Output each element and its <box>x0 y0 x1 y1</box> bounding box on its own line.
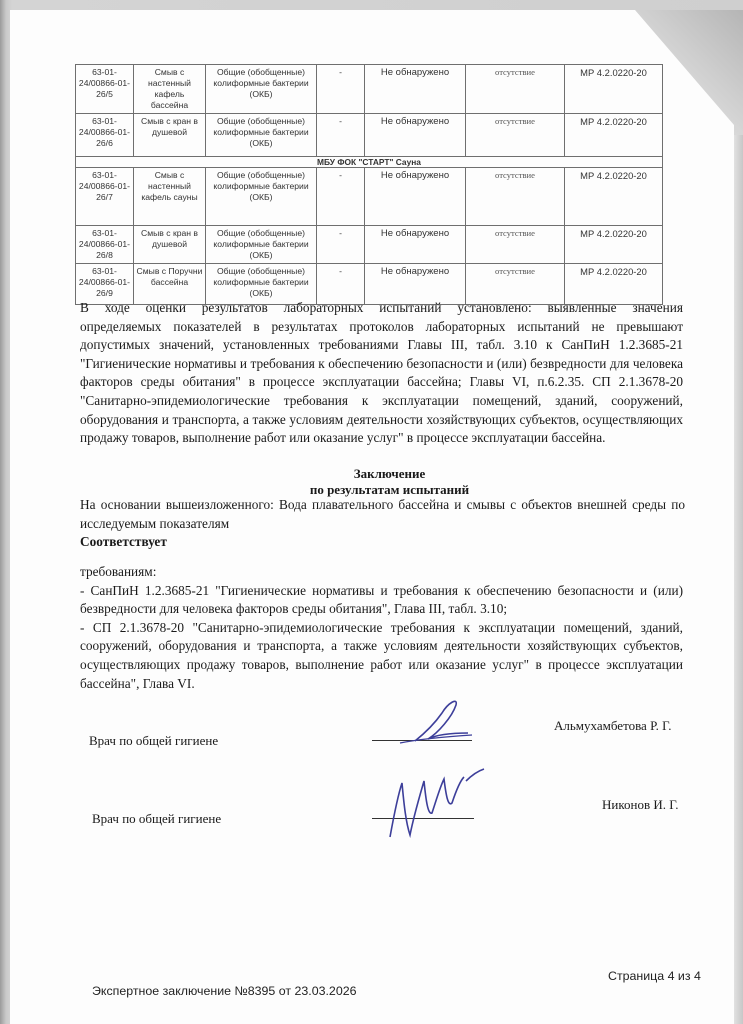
unit: - <box>317 264 365 305</box>
unit: - <box>317 226 365 264</box>
sample-id: 63-01-24/00866-01-26/7 <box>76 168 134 226</box>
signer-2-position: Врач по общей гигиене <box>92 811 222 826</box>
signer-1-position: Врач по общей гигиене <box>89 733 219 748</box>
section-header-row <box>76 157 663 168</box>
indicator: Общие (обобщенные) колиформные бактерии (ОКБ) <box>206 264 317 305</box>
conclusion-title: Заключение <box>353 466 426 481</box>
unit: - <box>317 65 365 114</box>
result: Не обнаружено <box>365 168 466 226</box>
footer-page-number: Страница 4 из 4 <box>608 969 701 983</box>
indicator: Общие (обобщенные) колиформные бактерии (ОКБ) <box>206 65 317 114</box>
table-row <box>76 168 663 226</box>
sample-name: Смыв с Поручни бассейна <box>134 264 206 305</box>
norm: отсутствие <box>466 114 565 157</box>
method: МР 4.2.0220-20 <box>565 114 663 157</box>
sample-id: 63-01-24/00866-01-26/8 <box>76 226 134 264</box>
requirements-block <box>80 563 683 693</box>
requirements-label: требованиям: <box>80 564 157 579</box>
conclusion-basis: На основании вышеизложенного: Вода плавательного бассейна и смывы с объектов внешней среды по исследуемым показателям <box>80 497 685 531</box>
method: МР 4.2.0220-20 <box>565 168 663 226</box>
table-row <box>76 114 663 157</box>
result: Не обнаружено <box>365 65 466 114</box>
section-header: МБУ ФОК "СТАРТ" Сауна <box>76 157 663 168</box>
method: МР 4.2.0220-20 <box>565 65 663 114</box>
requirement-sp: - СП 2.1.3678-20 "Санитарно-эпидемиологические требования к эксплуатации помещений, зданий, сооружений, оборудования и транспорта, а также условиям деятельности хозяйствующих субъектов, осуществляющих продажу товаров, выполнение работ или оказание услуг" в процессе эксплуатации бассейна", Глава VI. <box>80 619 683 691</box>
unit: - <box>317 168 365 226</box>
conclusion-verdict: Соответствует <box>80 534 167 549</box>
unit: - <box>317 114 365 157</box>
signature-1-icon <box>380 693 480 753</box>
norm: отсутствие <box>466 168 565 226</box>
indicator: Общие (обобщенные) колиформные бактерии (ОКБ) <box>206 226 317 264</box>
method: МР 4.2.0220-20 <box>565 226 663 264</box>
result: Не обнаружено <box>365 226 466 264</box>
norm: отсутствие <box>466 65 565 114</box>
indicator: Общие (обобщенные) колиформные бактерии (ОКБ) <box>206 168 317 226</box>
table-row <box>76 226 663 264</box>
footer-document-ref: Экспертное заключение №8395 от 23.03.2026 <box>92 984 357 998</box>
sample-name: Смыв с настенный кафель сауны <box>134 168 206 226</box>
requirement-sanpin: - СанПиН 1.2.3685-21 "Гигиенические нормативы и требования к обеспечению безопасности и (или) безвредности для человека факторов среды обитания", Глава III, табл. 3.10; <box>80 582 683 617</box>
signer-1-name: Альмухамбетова Р. Г. <box>554 718 672 733</box>
sample-id: 63-01-24/00866-01-26/9 <box>76 264 134 305</box>
assessment-first-line: В ходе оценки результатов лабораторных испытаний установлено: выявленные значения <box>80 300 683 315</box>
norm: отсутствие <box>466 264 565 305</box>
sample-name: Смыв с кран в душевой <box>134 226 206 264</box>
signature-2-icon <box>380 765 490 840</box>
sample-name: Смыв с кран в душевой <box>134 114 206 157</box>
signer-2-name: Никонов И. Г. <box>602 797 679 812</box>
result: Не обнаружено <box>365 264 466 305</box>
conclusion-subtitle: по результатам испытаний <box>309 482 470 497</box>
sample-id: 63-01-24/00866-01-26/5 <box>76 65 134 114</box>
method: МР 4.2.0220-20 <box>565 264 663 305</box>
table-row <box>76 65 663 114</box>
result: Не обнаружено <box>365 114 466 157</box>
indicator: Общие (обобщенные) колиформные бактерии (ОКБ) <box>206 114 317 157</box>
norm: отсутствие <box>466 226 565 264</box>
assessment-paragraph <box>80 299 683 448</box>
page-edge-shadow <box>733 130 743 1024</box>
sample-name: Смыв с настенный кафель бассейна <box>134 65 206 114</box>
results-table <box>75 64 663 305</box>
assessment-body: определяемых показателей в результатах протоколов лабораторных испытаний не превышают допустимых значений, установленных требованиями Главы III, табл. 3.10 к СанПиН 1.2.3685-21 "Гигиенические нормативы и требования к обеспечению безопасности и (или) безвредности для человека факторов среды обитания" в процессе эксплуатации бассейна; Главы VI, п.6.2.35. СП 2.1.3678-20 "Санитарно-эпидемиологические требования к эксплуатации помещений, зданий, сооружений, оборудования и транспорта, а также условиям деятельности хозяйствующих субъектов, осуществляющих продажу товаров, выполнение работ или оказание услуг" в процессе эксплуатации бассейна. <box>80 318 683 446</box>
sample-id: 63-01-24/00866-01-26/6 <box>76 114 134 157</box>
